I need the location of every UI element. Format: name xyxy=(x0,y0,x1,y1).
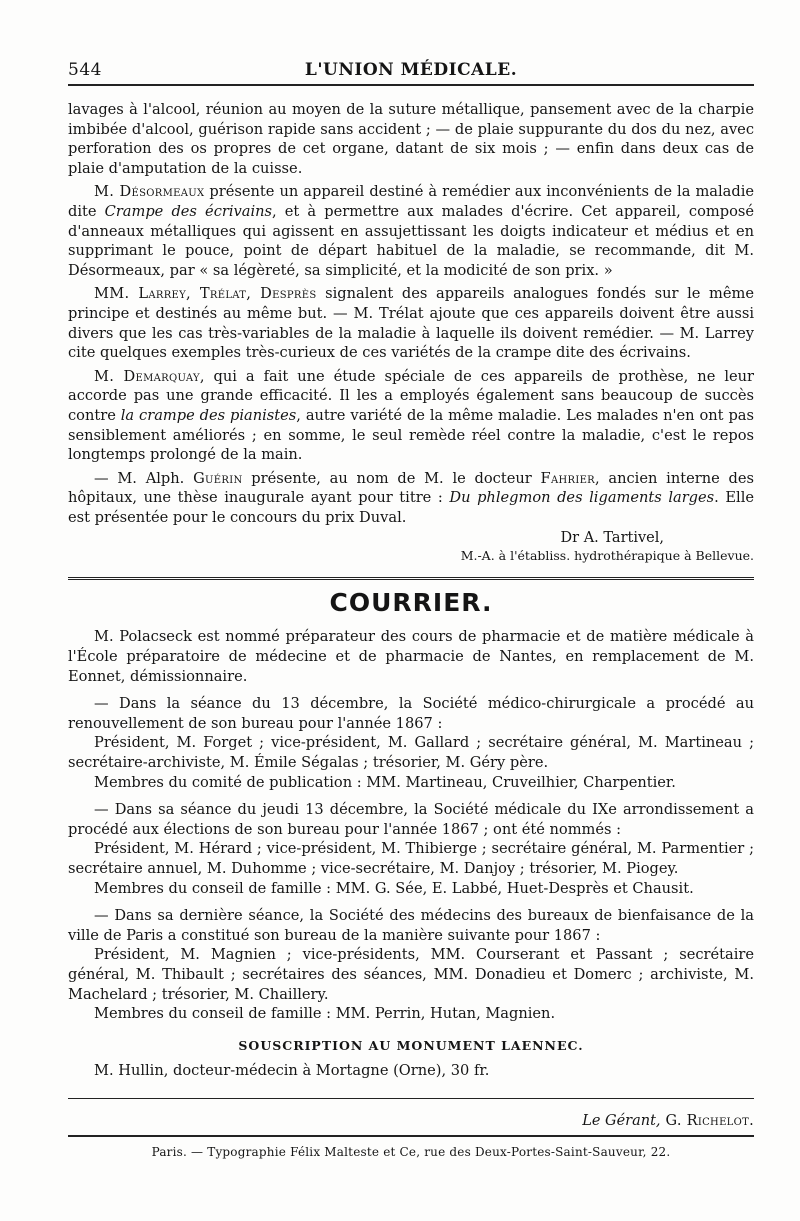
paragraph xyxy=(68,469,754,528)
text: signalent des appareils analogues fondés sur le même principe et destinés au même but. — M. Trélat ajoute que ces appareils doivent être aussi divers que les cas très-variables de la maladie à laquelle ils doivent remédier. — M. Larrey cite quelques exemples très-curieux de ces variétés de la crampe dite des écrivains. xyxy=(68,285,754,362)
signature-role-text: M.-A. à l'établiss. hydrothérapique à Bellevue. xyxy=(460,548,754,564)
paragraph: Membres du conseil de famille : MM. G. Sée, E. Labbé, Huet-Desprès et Chausit. xyxy=(94,879,694,897)
text: présente, au nom de M. le docteur xyxy=(242,469,541,487)
paragraph: Membres du comité de publication : MM. Martineau, Cruveilhier, Charpentier. xyxy=(94,773,676,791)
page-number: 544 xyxy=(68,60,102,80)
paragraph: Président, M. Magnien ; vice-présidents, MM. Courserant et Passant ; secrétaire général, M. Thibault ; secrétaires des séances, MM. Donadieu et Domerc ; archiviste, M. Machelard ; trésorier, M. Chaillery. xyxy=(68,946,754,1003)
paragraph: Membres du conseil de famille : MM. Perrin, Hutan, Magnien. xyxy=(94,1005,556,1023)
text: . Elle est présentée pour le concours du prix Duval. xyxy=(68,489,755,526)
paragraph: M. Hullin, docteur-médecin à Mortagne (Orne), 30 fr. xyxy=(94,1061,490,1079)
paragraph: M. Polacseck est nommé préparateur des cours de pharmacie et de matière médicale à l'École préparatoire de médecine et de pharmacie de Nantes, en remplacement de M. Eonnet, démissionnaire. xyxy=(68,628,754,685)
text: , qui a fait une étude spéciale de ces appareils de prothèse, ne leur accorde pas une grande efficacité. Il les a employés également sans beaucoup de succès contre xyxy=(68,367,754,424)
gerant-label: Le Gérant, xyxy=(582,1113,661,1130)
running-title: L'UNION MÉDICALE. xyxy=(304,60,518,80)
footer-rule xyxy=(68,1135,754,1137)
italic-term: Crampe des écrivains xyxy=(104,202,273,220)
paragraph: — Dans sa dernière séance, la Société des médecins des bureaux de bienfaisance de la ville de Paris a constitué son bureau de la manière suivante pour 1867 : xyxy=(68,907,754,944)
text: présente un appareil destiné à remédier aux inconvénients de la maladie dite xyxy=(68,183,754,220)
paragraph xyxy=(68,284,754,362)
text: lavages à l'alcool, réunion au moyen de la suture métallique, pansement avec de la charpie imbibée d'alcool, guérison rapide sans accident ; — de plaie suppurante du dos du nez, avec perforation des os propres de cet organe, datant de six mois ; — enfin dans deux cas de plaie d'amputation de la cuisse. xyxy=(68,101,754,177)
page xyxy=(68,52,754,1159)
text: , autre variété de la même maladie. Les malades n'en ont pas sensiblement améliorés ; en somme, le seul remède réel contre la maladie, c'est le repos longtemps prolongé de la main. xyxy=(68,406,754,464)
paragraph: Président, M. Hérard ; vice-président, M. Thibierge ; secrétaire général, M. Parmentier ; secrétaire annuel, M. Duhomme ; vice-secrétaire, M. Danjoy ; trésorier, M. Piogey. xyxy=(68,840,754,877)
signature xyxy=(68,529,754,565)
running-head xyxy=(68,52,754,78)
paragraph: Président, M. Forget ; vice-président, M. Gallard ; secrétaire général, M. Martineau ; secrétaire-archiviste, M. Émile Ségalas ; trésorier, M. Géry père. xyxy=(68,734,754,772)
paragraph xyxy=(68,367,754,465)
gerant-name: G. Richelot. xyxy=(660,1113,754,1130)
subscription-title: SOUSCRIPTION AU MONUMENT LAENNEC. xyxy=(238,1037,584,1053)
italic-term: la crampe des pianistes xyxy=(120,406,297,424)
colophon: Paris. — Typographie Félix Malteste et Ce, rue des Deux-Portes-Saint-Sauveur, 22. xyxy=(151,1145,671,1160)
person-name: M. Demarquay xyxy=(94,367,200,385)
header-rule xyxy=(68,84,754,86)
subscription-body xyxy=(68,1061,754,1081)
text: , et à permettre aux malades d'écrire. Cet appareil, composé d'anneaux métalliques qui agissent en assujettissant les doigts indicateur et médius et en supprimant le pouce, point de départ habituel de la maladie, se recommande, dit M. Désormeaux, par « sa légèreté, sa simplicité, et la modicité de son prix. » xyxy=(68,202,754,279)
courrier-body xyxy=(68,627,754,1023)
person-name: M. Désormeaux xyxy=(94,183,205,201)
section-rule xyxy=(68,577,754,580)
person-name: Fahrier xyxy=(540,469,595,487)
text: — M. Alph. xyxy=(94,469,194,487)
person-names: MM. Larrey, Trélat, Desprès xyxy=(94,285,317,303)
text: , ancien interne des hôpitaux, une thèse inaugurale ayant pour titre : xyxy=(68,469,754,507)
footer-rule-top xyxy=(68,1098,754,1099)
person-name: Guérin xyxy=(193,469,243,487)
paragraph: — Dans sa séance du jeudi 13 décembre, la Société médicale du IXe arrondissement a procédé aux élections de son bureau pour l'année 1867 ; ont été nommés : xyxy=(68,801,754,838)
signature-name: Dr A. Tartivel, xyxy=(560,530,664,547)
paragraph xyxy=(68,100,754,178)
signature-role xyxy=(68,547,754,565)
paragraph xyxy=(68,182,754,280)
article-body xyxy=(68,100,754,527)
thesis-title: Du phlegmon des ligaments larges xyxy=(449,489,715,507)
paragraph: — Dans la séance du 13 décembre, la Société médico-chirurgicale a procédé au renouvellement de son bureau pour l'année 1867 : xyxy=(68,695,754,732)
section-title: COURRIER. xyxy=(329,588,493,618)
gerant-line xyxy=(68,1113,754,1129)
